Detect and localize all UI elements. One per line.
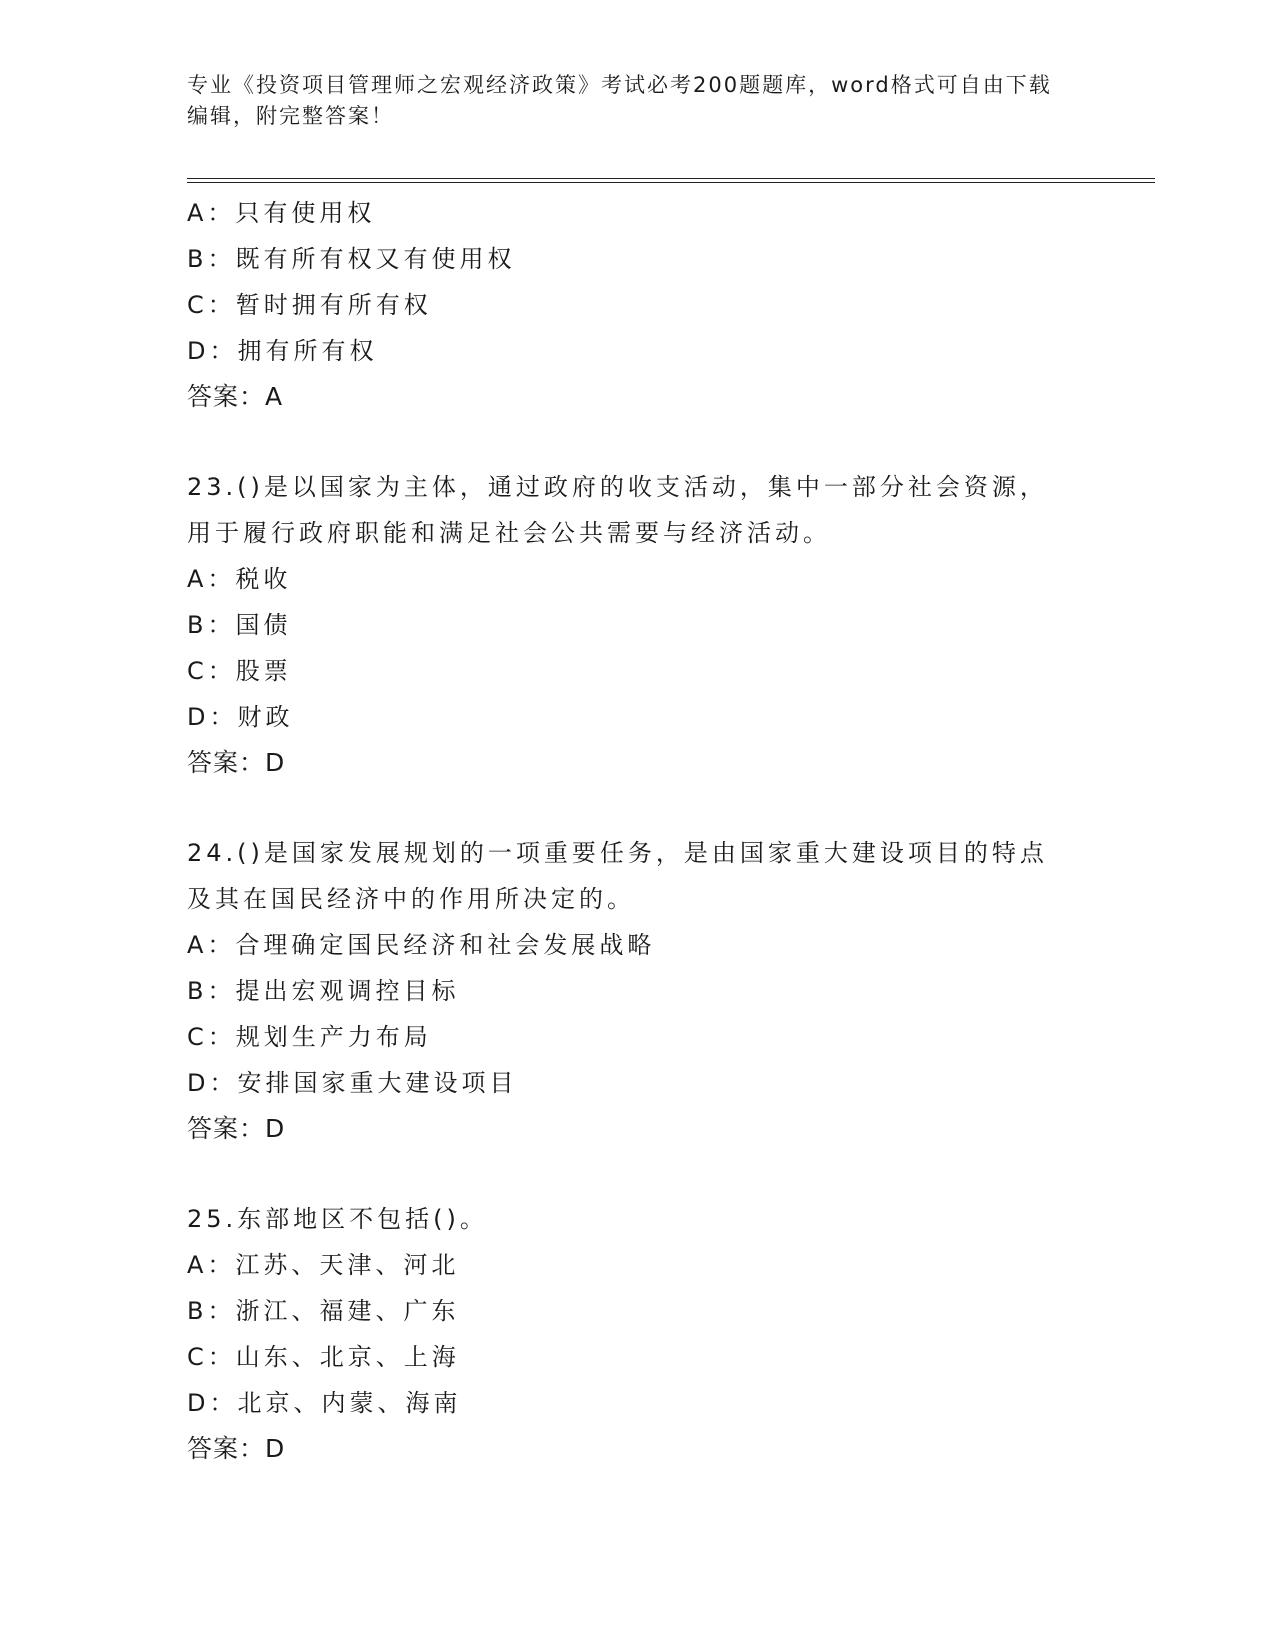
answer: 答案：A bbox=[187, 382, 284, 411]
question-24 bbox=[187, 830, 1087, 1152]
question-23 bbox=[187, 464, 1087, 786]
document-header bbox=[187, 70, 1067, 132]
question-stem-line: 及其在国民经济中的作用所决定的。 bbox=[187, 885, 635, 913]
answer: 答案：D bbox=[187, 748, 286, 777]
option-c: C：山东、北京、上海 bbox=[187, 1343, 460, 1371]
option-d: D：安排国家重大建设项目 bbox=[187, 1069, 518, 1097]
question-25 bbox=[187, 1196, 1087, 1472]
question-stem-line: 24.()是国家发展规划的一项重要任务，是由国家重大建设项目的特点 bbox=[187, 839, 1048, 867]
option-c: C：暂时拥有所有权 bbox=[187, 291, 432, 319]
option-d: D：拥有所有权 bbox=[187, 337, 378, 365]
option-b: B：既有所有权又有使用权 bbox=[187, 245, 516, 273]
option-b: B：浙江、福建、广东 bbox=[187, 1297, 460, 1325]
question-stem-line: 23.()是以国家为主体，通过政府的收支活动，集中一部分社会资源， bbox=[187, 473, 1048, 501]
question-list bbox=[187, 190, 1087, 1472]
question-stem-line: 25.东部地区不包括()。 bbox=[187, 1205, 488, 1233]
option-d: D：北京、内蒙、海南 bbox=[187, 1389, 462, 1417]
option-c: C：规划生产力布局 bbox=[187, 1023, 432, 1051]
option-a: A：江苏、天津、河北 bbox=[187, 1251, 460, 1279]
header-text: 专业《投资项目管理师之宏观经济政策》考试必考200题题库，word格式可自由下载编辑，附完整答案！ bbox=[187, 73, 1052, 128]
option-a: A：税收 bbox=[187, 565, 292, 593]
option-a: A：只有使用权 bbox=[187, 199, 376, 227]
option-c: C：股票 bbox=[187, 657, 292, 685]
header-divider bbox=[187, 178, 1155, 183]
question-stem-line: 用于履行政府职能和满足社会公共需要与经济活动。 bbox=[187, 519, 831, 547]
option-b: B：提出宏观调控目标 bbox=[187, 977, 460, 1005]
option-d: D：财政 bbox=[187, 703, 294, 731]
option-b: B：国债 bbox=[187, 611, 292, 639]
question-22-partial bbox=[187, 190, 1087, 420]
option-a: A：合理确定国民经济和社会发展战略 bbox=[187, 931, 656, 959]
answer: 答案：D bbox=[187, 1434, 286, 1463]
answer: 答案：D bbox=[187, 1114, 286, 1143]
